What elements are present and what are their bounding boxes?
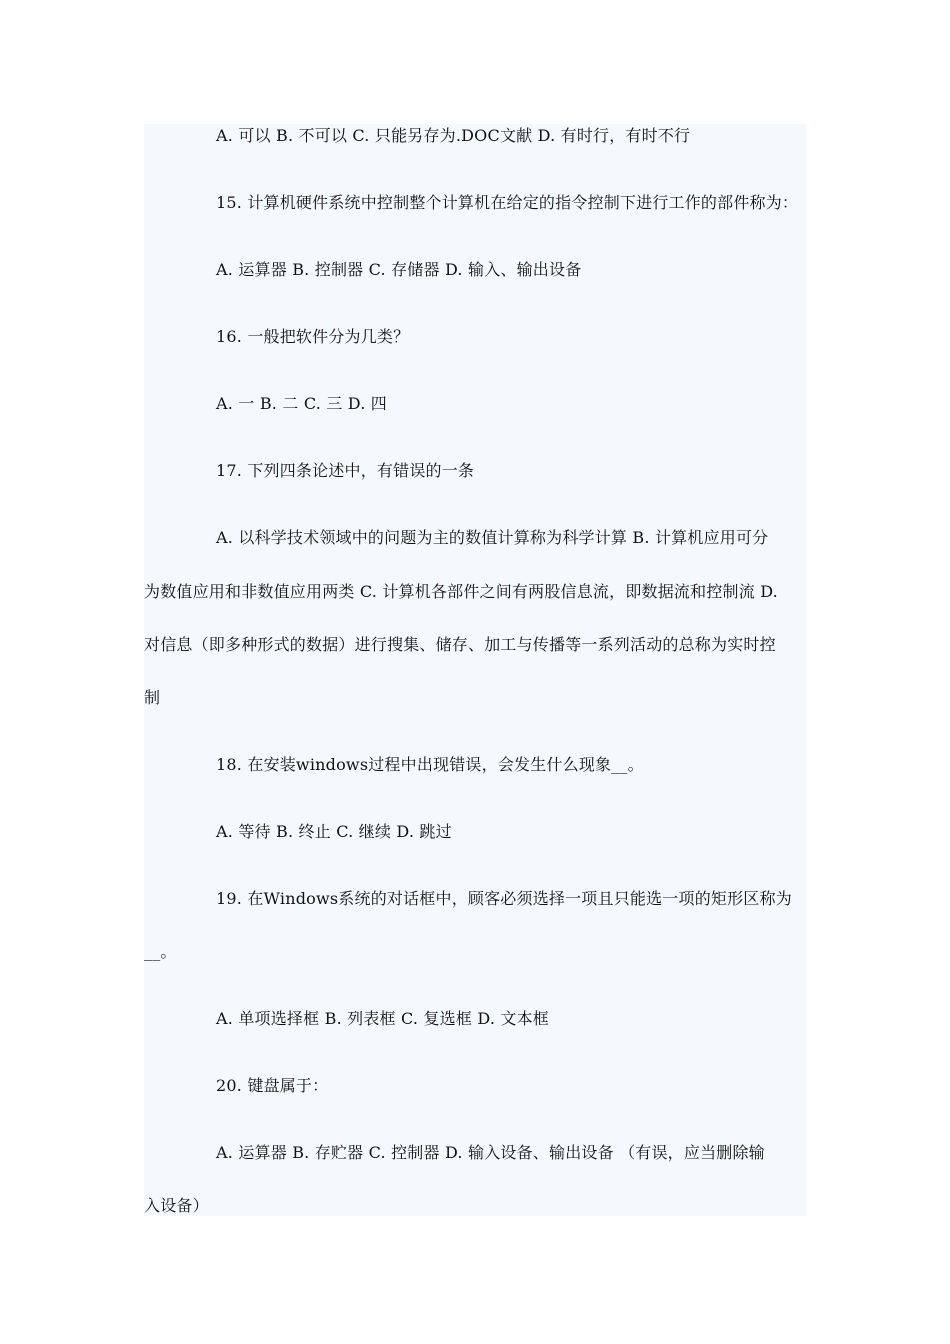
answer-options-17-line-1: A. 以科学技术领域中的问题为主的数值计算称为科学计算 B. 计算机应用可分 (216, 528, 769, 547)
answer-options-14: A. 可以 B. 不可以 C. 只能另存为.DOC文献 D. 有时行，有时不行 (216, 126, 691, 145)
answer-options-17-line-2: 为数值应用和非数值应用两类 C. 计算机各部件之间有两股信息流，即数据流和控制流 D. (144, 582, 778, 601)
question-19-line-2: __。 (144, 942, 177, 961)
answer-options-17-line-4: 制 (144, 688, 161, 707)
question-15: 15. 计算机硬件系统中控制整个计算机在给定的指令控制下进行工作的部件称为： (216, 193, 799, 212)
content-background-panel (144, 124, 806, 1216)
answer-options-20-line-2: 入设备） (144, 1196, 209, 1215)
question-18: 18. 在安装windows过程中出现错误，会发生什么现象__。 (216, 755, 644, 774)
question-20: 20. 键盘属于： (216, 1076, 329, 1095)
answer-options-20-line-1: A. 运算器 B. 存贮器 C. 控制器 D. 输入设备、输出设备 （有误，应当删除输 (216, 1143, 765, 1162)
answer-options-17-line-3: 对信息（即多种形式的数据）进行搜集、储存、加工与传播等一系列活动的总称为实时控 (144, 635, 776, 654)
answer-options-16: A. 一 B. 二 C. 三 D. 四 (216, 394, 387, 413)
question-17: 17. 下列四条论述中，有错误的一条 (216, 461, 475, 480)
question-19-line-1: 19. 在Windows系统的对话框中，顾客必须选择一项且只能选一项的矩形区称为 (216, 889, 792, 908)
answer-options-15: A. 运算器 B. 控制器 C. 存储器 D. 输入、输出设备 (216, 260, 582, 279)
answer-options-19: A. 单项选择框 B. 列表框 C. 复选框 D. 文本框 (216, 1009, 549, 1028)
question-16: 16. 一般把软件分为几类？ (216, 327, 410, 346)
answer-options-18: A. 等待 B. 终止 C. 继续 D. 跳过 (216, 822, 452, 841)
